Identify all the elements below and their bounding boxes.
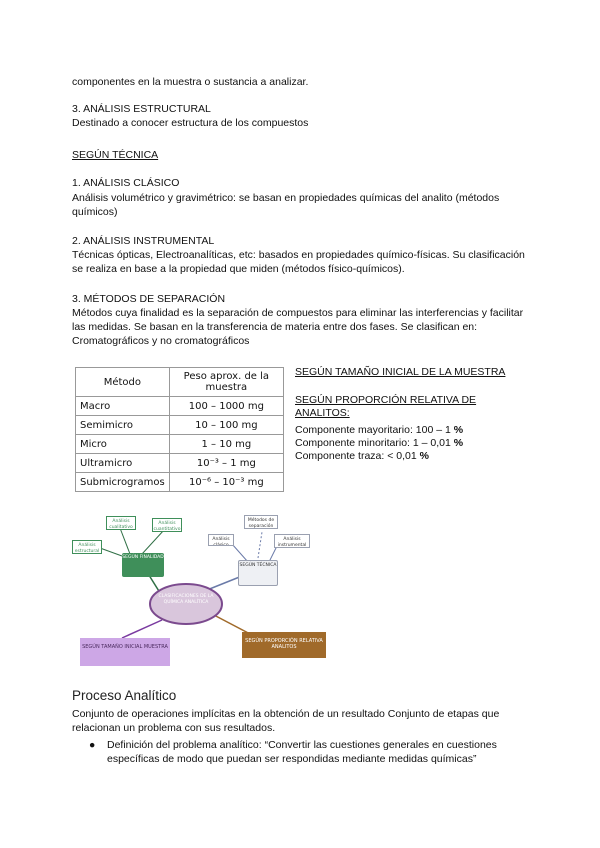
node-leaf3: Análisis estructural [72,540,102,554]
estructural-text: Destinado a conocer estructura de los compuestos [72,117,309,129]
intro-line: componentes en la muestra o sustancia a analizar. [72,76,309,88]
node-leaf4: Análisis clásico [208,534,234,546]
table-cell-weight: 1 – 10 mg [169,435,283,454]
table-row [76,397,284,416]
bullet-icon: ● [89,739,96,751]
table-row [76,473,284,492]
node-tamano: SEGÚN TAMAÑO INICIAL MUESTRA [80,638,170,666]
classification-mind-map [72,506,332,678]
clasico-text: Análisis volumétrico y gravimétrico: se basan en propiedades químicas del analito (métodos químicos) [72,192,500,218]
table-cell-method: Semimicro [76,416,170,435]
sample-size-table [75,367,284,492]
node-finalidad: SEGÚN FINALIDAD [122,553,164,577]
node-leaf2: Análisis cuantitativo [152,518,182,532]
table-cell-weight: 10 – 100 mg [169,416,283,435]
table-header-row [76,368,284,397]
list-item-unit: % [453,424,464,436]
connector-leaf3 [100,548,122,556]
tamano-heading-text: SEGÚN TAMAÑO INICIAL DE LA MUESTRA [295,366,506,378]
connector-tamano [122,620,162,638]
list-item [295,450,535,463]
tamano-heading [295,366,535,379]
connector-leaf1 [120,528,130,554]
table-cell-method: Submicrogramos [76,473,170,492]
node-leaf6: Análisis instrumental [274,534,310,548]
connector-tecnica [207,576,242,590]
list-item-unit: % [419,450,429,462]
instrumental-heading: 2. ANÁLISIS INSTRUMENTAL [72,235,215,247]
estructural-heading: 3. ANÁLISIS ESTRUCTURAL [72,103,211,115]
list-item-label: Componente traza: < 0,01 [295,450,420,462]
proceso-heading: Proceso Analítico [72,688,177,703]
table-row [76,454,284,473]
table-cell-method: Macro [76,397,170,416]
proceso-text: Conjunto de operaciones implícitas en la obtención de un resultado Conjunto de etapas que relacionan un problema con sus resultados. [72,708,500,734]
clasico-heading: 1. ANÁLISIS CLÁSICO [72,177,180,189]
table-cell-method: Ultramicro [76,454,170,473]
segun-tecnica-heading: SEGÚN TÉCNICA [72,149,159,161]
table-cell-weight: 100 – 1000 mg [169,397,283,416]
list-item-label: Componente minoritario: 1 – 0,01 [295,437,454,449]
table-header-method: Método [76,368,170,397]
list-item [295,424,535,437]
connector-leaf5 [258,532,262,558]
proporcion-heading [295,394,535,420]
table-header-weight: Peso aprox. de la muestra [169,368,283,397]
proporcion-list [295,424,535,463]
proporcion-heading-line2: ANALITOS: [295,407,350,419]
table-row [76,435,284,454]
proporcion-heading-line1: SEGÚN PROPORCIÓN RELATIVA DE [295,394,477,406]
node-tecnica: SEGÚN TÉCNICA [238,560,278,586]
center-node: CLASIFICACIONES DE LA QUÍMICA ANALÍTICA [158,594,214,605]
node-leaf1: Análisis cualitativo [106,516,136,530]
table-cell-weight: 10⁻³ – 1 mg [169,454,283,473]
separacion-text: Métodos cuya finalidad es la separación de compuestos para eliminar las interferencias y facilitar las medidas. Se basan en la transferencia de materia entre dos fases. Se clasifican en: Cromatográficos y no cromatográficos [72,307,524,347]
table-cell-method: Micro [76,435,170,454]
node-leaf5: Métodos de separación [244,515,278,529]
list-item-label: Componente mayoritario: 100 – 1 [295,424,454,436]
table-cell-weight: 10⁻⁶ – 10⁻³ mg [169,473,283,492]
list-item [295,437,535,450]
table-row [76,416,284,435]
node-proporcion: SEGÚN PROPORCIÓN RELATIVA ANALITOS [242,632,326,658]
instrumental-text: Técnicas ópticas, Electroanalíticas, etc: basados en propiedades químico-físicas. Su clasificación se realiza en base a la propiedad que miden (métodos físico-químicos). [72,249,525,275]
connector-leaf2 [142,530,164,554]
separacion-heading: 3. MÉTODOS DE SEPARACIÓN [72,293,226,305]
bullet-text: Definición del problema analítico: “Convertir las cuestiones generales en cuestiones específicas de modo que puedan ser respondidas mediante medidas químicas” [107,739,497,765]
list-item-unit: % [453,437,464,449]
